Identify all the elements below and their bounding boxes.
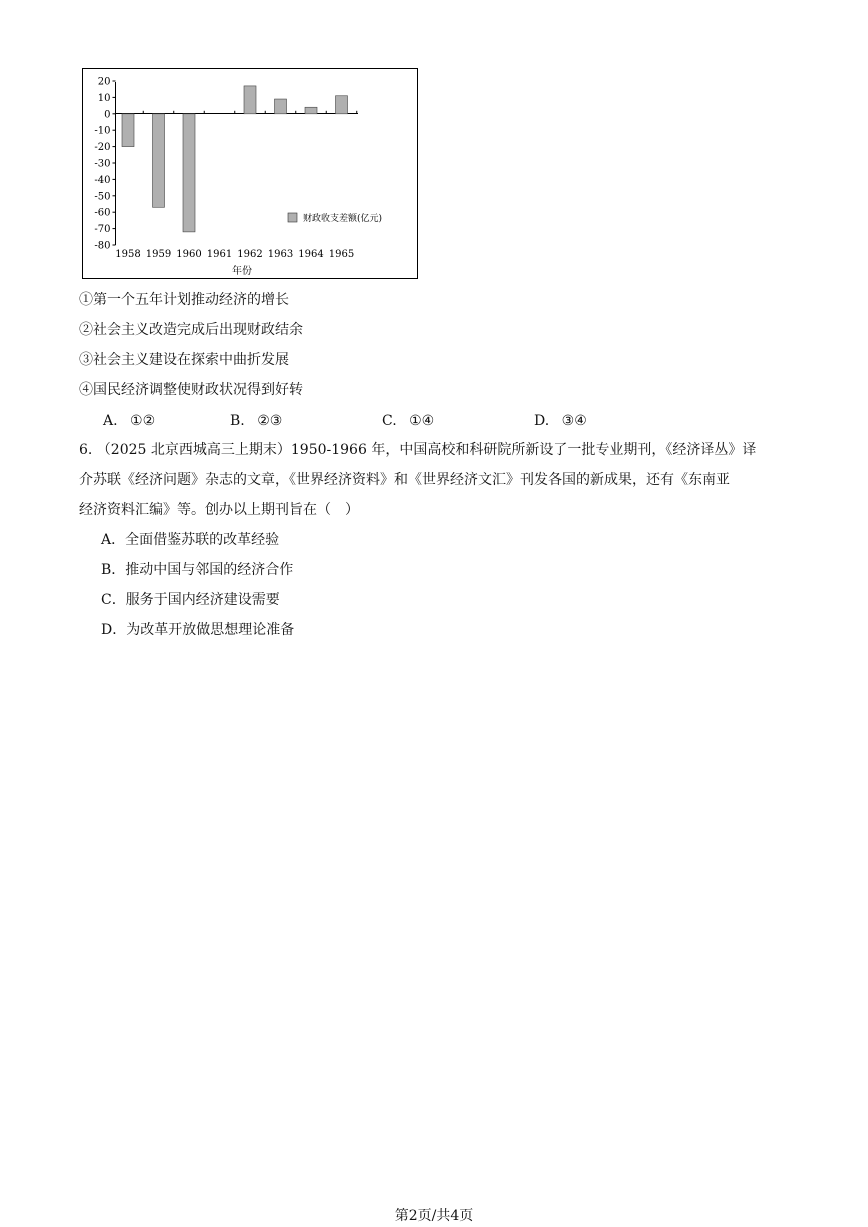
bar-chart-svg xyxy=(82,68,418,279)
q5-option-d[interactable] xyxy=(534,411,587,431)
q5-options xyxy=(103,411,803,431)
option-text: ②③ xyxy=(257,413,283,429)
y-tick-label: -30 xyxy=(94,158,111,170)
bar-1965 xyxy=(336,96,348,114)
q5-option-a[interactable] xyxy=(103,411,155,431)
legend-label: 财政收支差额(亿元) xyxy=(303,214,383,224)
x-tick-label: 1965 xyxy=(328,249,355,260)
x-tick-label: 1963 xyxy=(267,249,294,260)
legend-swatch xyxy=(288,213,297,222)
q6-stem-line-2: 介苏联《经济问题》杂志的文章，《世界经济资料》和《世界经济文汇》刊发各国的新成果，还有《东南亚 xyxy=(79,472,730,488)
x-axis-label: 年份 xyxy=(232,266,252,277)
y-tick-label: -80 xyxy=(94,240,111,252)
y-tick-label: -50 xyxy=(94,191,111,203)
option-text: ③④ xyxy=(561,413,587,429)
option-letter: C. xyxy=(382,413,397,429)
bar-1958 xyxy=(122,114,134,147)
legend xyxy=(288,212,382,224)
page-footer: 第2页/共4页 xyxy=(394,1208,474,1224)
q6-option-c[interactable]: C．服务于国内经济建设需要 xyxy=(101,592,280,608)
statement-3: ③社会主义建设在探索中曲折发展 xyxy=(79,352,289,368)
statement-2: ②社会主义改造完成后出现财政结余 xyxy=(79,322,303,338)
y-tick-label: -70 xyxy=(94,224,111,236)
option-text: ①② xyxy=(130,413,156,429)
y-tick-label: -20 xyxy=(94,142,111,154)
x-tick-label: 1959 xyxy=(145,249,172,260)
y-tick-label: -60 xyxy=(94,207,111,219)
x-tick-label: 1961 xyxy=(206,249,233,260)
q6-option-a[interactable]: A．全面借鉴苏联的改革经验 xyxy=(101,532,280,548)
option-letter: D. xyxy=(534,413,550,429)
y-tick-label: -40 xyxy=(94,174,111,186)
statement-1: ①第一个五年计划推动经济的增长 xyxy=(79,292,289,308)
y-tick-label: 0 xyxy=(104,109,111,121)
fiscal-balance-chart xyxy=(82,68,418,279)
x-tick-label: 1960 xyxy=(176,249,202,260)
x-tick-label: 1958 xyxy=(115,249,141,260)
bar-1959 xyxy=(153,114,165,207)
x-tick-label: 1964 xyxy=(298,249,324,260)
bar-1964 xyxy=(305,107,317,114)
y-tick-label: 10 xyxy=(97,92,111,104)
q6-stem-line-3: 经济资料汇编》等。创办以上期刊旨在（ ） xyxy=(79,502,359,518)
x-tick-label: 1962 xyxy=(237,249,263,260)
q6-option-b[interactable]: B．推动中国与邻国的经济合作 xyxy=(101,562,294,578)
q6-stem-line-1: 6. （2025 北京西城高三上期末）1950-1966 年，中国高校和科研院所新设了一批专业期刊，《经济译丛》译 xyxy=(79,442,757,458)
y-tick-label: 20 xyxy=(97,76,111,88)
statement-4: ④国民经济调整使财政状况得到好转 xyxy=(79,382,303,398)
option-letter: A. xyxy=(103,413,118,429)
q6-option-d[interactable]: D．为改革开放做思想理论准备 xyxy=(101,622,295,638)
option-text: ①④ xyxy=(409,413,435,429)
option-letter: B. xyxy=(230,413,245,429)
y-tick-label: -10 xyxy=(94,125,111,137)
bar-1960 xyxy=(183,114,195,232)
bar-1963 xyxy=(275,99,287,114)
q5-option-b[interactable] xyxy=(230,411,282,431)
q5-option-c[interactable] xyxy=(382,411,434,431)
bar-1962 xyxy=(244,86,256,114)
